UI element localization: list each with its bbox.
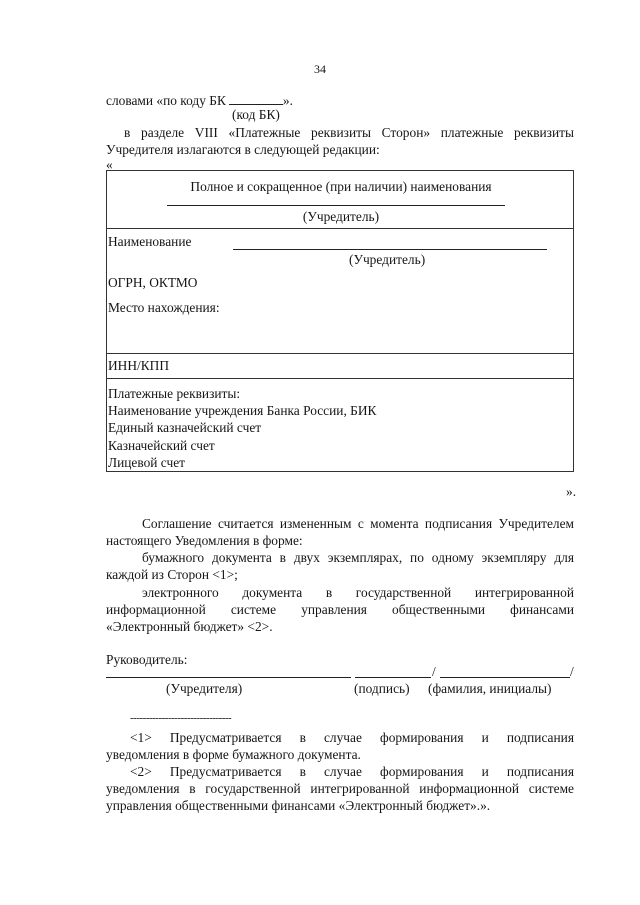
footnote-separator: -------------------------------- <box>130 712 232 724</box>
founder-header-caption: (Учредитель) <box>302 209 380 224</box>
close-quote: ». <box>566 484 577 499</box>
payment-line: Лицевой счет <box>108 454 186 470</box>
footnote2-line3: управления общественными финансами «Электронный бюджет».». <box>106 798 491 813</box>
bk-code-caption: (код БК) <box>232 107 280 122</box>
footnote1-line2: уведомления в форме бумажного документа. <box>106 747 361 762</box>
para2-line1: бумажного документа в двух экземплярах, по одному экземпляру для <box>142 550 574 565</box>
footnote2-line2: уведомления в государственной интегрированной информационной системе <box>106 781 574 796</box>
inn-kpp-cell <box>107 354 574 379</box>
para2-line2: каждой из Сторон <1>; <box>106 567 238 582</box>
sign-caption-signature: (подпись) <box>354 681 410 696</box>
founder-info-cell <box>107 229 574 354</box>
table-row <box>107 229 574 354</box>
page-number: 34 <box>314 62 326 76</box>
inn-kpp-label: ИНН/КПП <box>108 358 170 373</box>
payment-line: Платежные реквизиты: <box>108 386 241 401</box>
sign-slash: / <box>432 664 436 679</box>
para1-line1: Соглашение считается измененным с момента подписания Учредителем <box>142 516 574 531</box>
location-label: Место нахождения: <box>108 300 220 315</box>
bk-code-suffix: ». <box>282 93 293 108</box>
name-initials-line[interactable] <box>440 677 570 678</box>
founder-sign-line[interactable] <box>106 677 351 678</box>
bk-code-prefix: словами «по коду БК <box>106 93 226 108</box>
para3-line1: электронного документа в государственной интегрированной <box>142 585 574 600</box>
payment-details-list <box>108 385 376 471</box>
founder-header-title: Полное и сокращенное (при наличии) наименования <box>190 179 492 194</box>
open-quote: « <box>106 157 113 172</box>
founder-name-line[interactable] <box>167 205 505 206</box>
payment-line: Наименование учреждения Банка России, БИК <box>108 403 377 419</box>
sign-caption-founder: (Учредителя) <box>166 681 243 696</box>
sign-slash-end: / <box>570 664 574 679</box>
para3-line2: информационной системе управления общественными финансами <box>106 602 574 617</box>
para1-line2: настоящего Уведомления в форме: <box>106 533 303 548</box>
section-intro-line1: в разделе VIII «Платежные реквизиты Сторон» платежные реквизиты <box>124 125 574 140</box>
name-caption: (Учредитель) <box>349 252 426 267</box>
requisites-table <box>106 170 574 472</box>
ogrn-oktmo-label: ОГРН, ОКТМО <box>108 275 198 290</box>
bk-code-blank[interactable] <box>229 91 283 105</box>
head-label: Руководитель: <box>106 652 188 667</box>
footnote1-line1: <1> Предусматривается в случае формирования и подписания <box>130 730 574 745</box>
payment-line: Казначейский счет <box>108 437 215 453</box>
section-intro-line2: Учредителя излагаются в следующей редакции: <box>106 142 380 157</box>
table-row <box>107 171 574 229</box>
signature-line[interactable] <box>355 677 431 678</box>
sign-caption-name: (фамилия, инициалы) <box>428 681 552 696</box>
founder-header-cell <box>107 171 574 229</box>
table-row <box>107 354 574 379</box>
table-row <box>107 379 574 472</box>
name-label: Наименование <box>108 234 192 249</box>
payment-details-cell <box>107 379 574 472</box>
footnote2-line1: <2> Предусматривается в случае формирования и подписания <box>130 764 574 779</box>
payment-line: Единый казначейский счет <box>108 420 262 436</box>
para3-line3: «Электронный бюджет» <2>. <box>106 619 273 634</box>
name-value-line[interactable] <box>233 249 547 250</box>
